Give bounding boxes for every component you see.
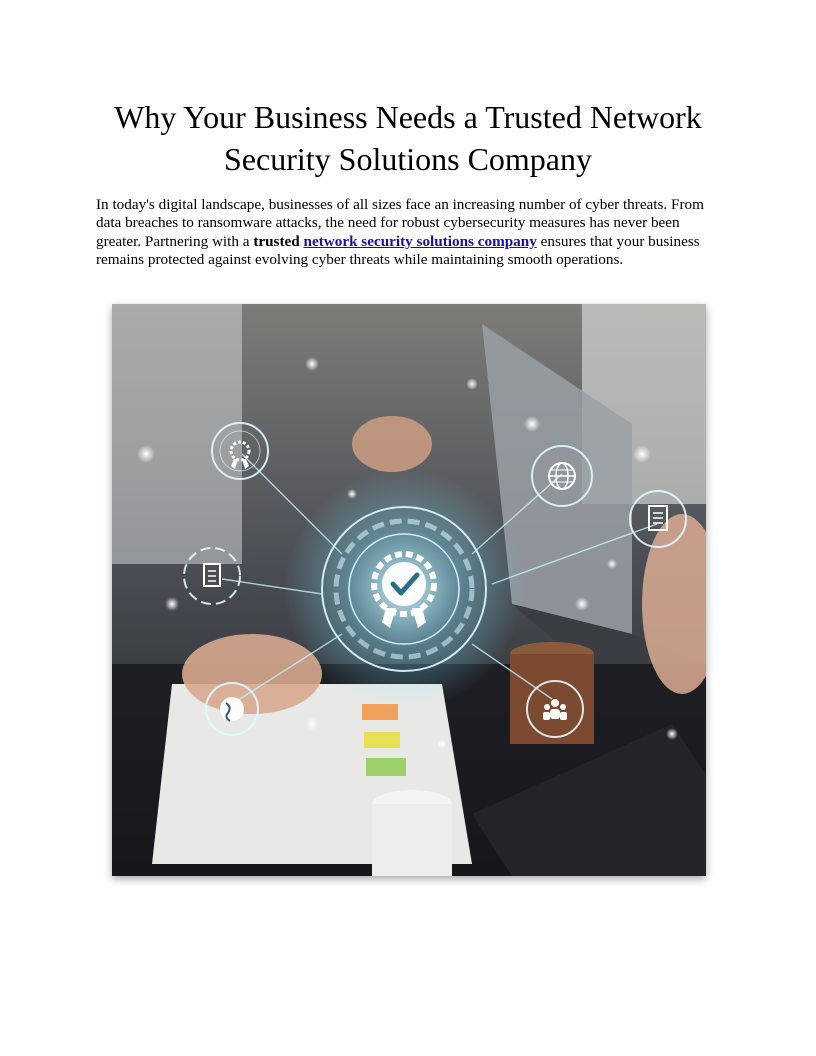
intro-text-2: ensures that your business remains protected against evolving cyber threats while maintaining smooth operations. (96, 232, 700, 269)
hero-image (112, 304, 706, 876)
network-security-link[interactable]: network security solutions company (303, 232, 537, 250)
intro-bold-trusted: trusted (253, 232, 300, 250)
page-title: Why Your Business Needs a Trusted Network Security Solutions Company (114, 99, 702, 177)
intro-text-1: In today's digital landscape, businesses of all sizes face an increasing number of cyber threats. From data breaches to ransomware attacks, the need for robust cybersecurity measures has never been greater. Partnering with a (96, 196, 704, 250)
intro-paragraph (96, 196, 724, 270)
